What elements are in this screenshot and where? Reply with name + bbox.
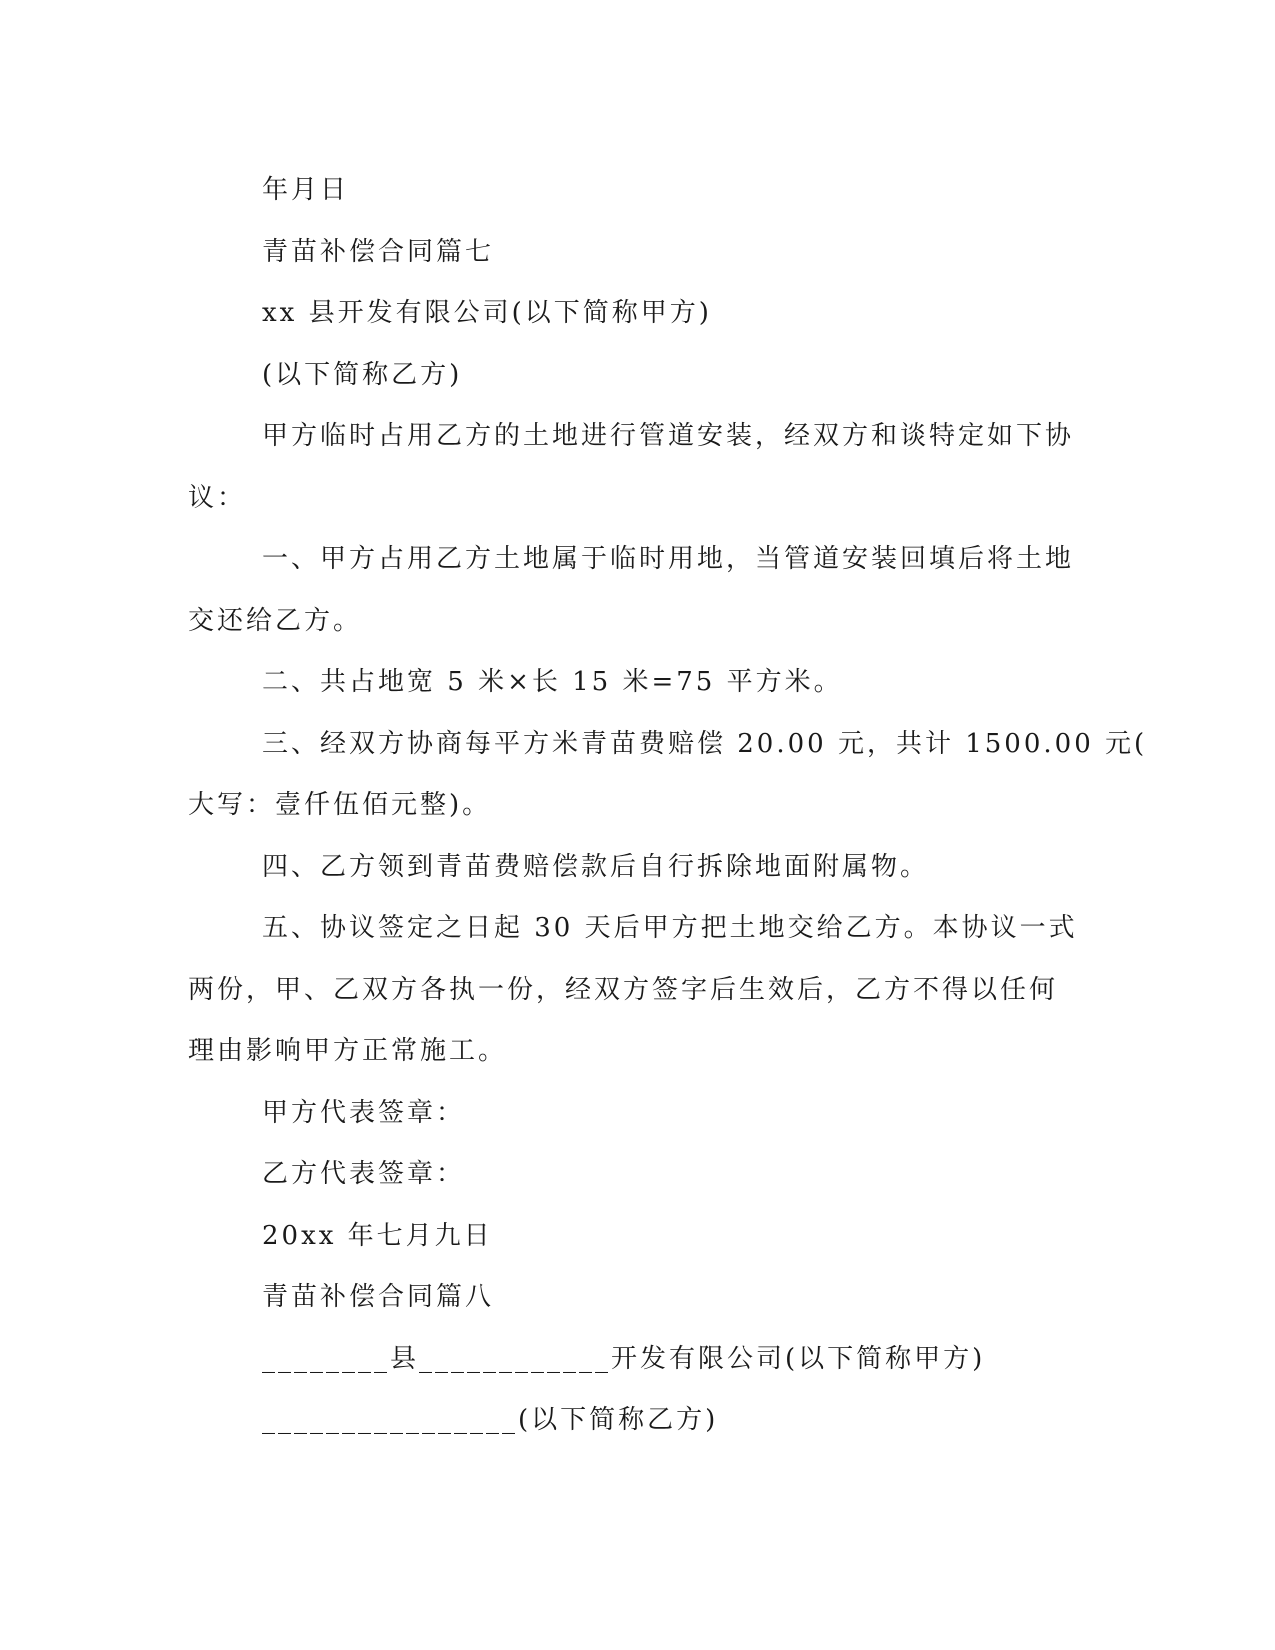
section-heading-seven: 青苗补偿合同篇七: [262, 236, 495, 267]
party-b-line: (以下简称乙方): [262, 359, 463, 390]
clause-5-line-2: 两份，甲、乙双方各执一份，经双方签字后生效后，乙方不得以任何: [188, 974, 1059, 1005]
clause-5-line-1: 五、协议签定之日起 30 天后甲方把土地交给乙方。本协议一式: [262, 913, 1078, 943]
clause-3-line-2: 大写：壹仟伍佰元整)。: [188, 790, 492, 820]
clause-1-line-1: 一、甲方占用乙方土地属于临时用地，当管道安装回填后将土地: [262, 544, 1075, 574]
section-heading-eight: 青苗补偿合同篇八: [262, 1282, 495, 1312]
party-a-blank-line: ________县____________开发有限公司(以下简称甲方): [262, 1343, 986, 1374]
clause-2-line: 二、共占地宽 5 米×长 15 米=75 平方米。: [262, 667, 843, 697]
clause-3-line-1: 三、经双方协商每平方米青苗费赔偿 20.00 元，共计 1500.00 元(: [262, 728, 1148, 759]
clause-5-line-3: 理由影响甲方正常施工。: [188, 1036, 508, 1066]
clause-1-line-2: 交还给乙方。: [188, 605, 363, 636]
preamble-line-2: 议：: [188, 482, 247, 513]
party-b-blank-line: ________________(以下简称乙方): [262, 1405, 719, 1435]
party-b-signature-line: 乙方代表签章：: [262, 1159, 466, 1189]
clause-4-line: 四、乙方领到青苗费赔偿款后自行拆除地面附属物。: [262, 851, 930, 882]
document-body: [188, 160, 1148, 1452]
party-a-line: xx 县开发有限公司(以下简称甲方): [262, 298, 712, 328]
preamble-line-1: 甲方临时占用乙方的土地进行管道安装，经双方和谈特定如下协: [262, 421, 1075, 451]
party-a-signature-line: 甲方代表签章：: [262, 1097, 466, 1128]
signing-date-line: 20xx 年七月九日: [262, 1220, 493, 1251]
date-placeholder-line: 年月日: [262, 175, 350, 205]
